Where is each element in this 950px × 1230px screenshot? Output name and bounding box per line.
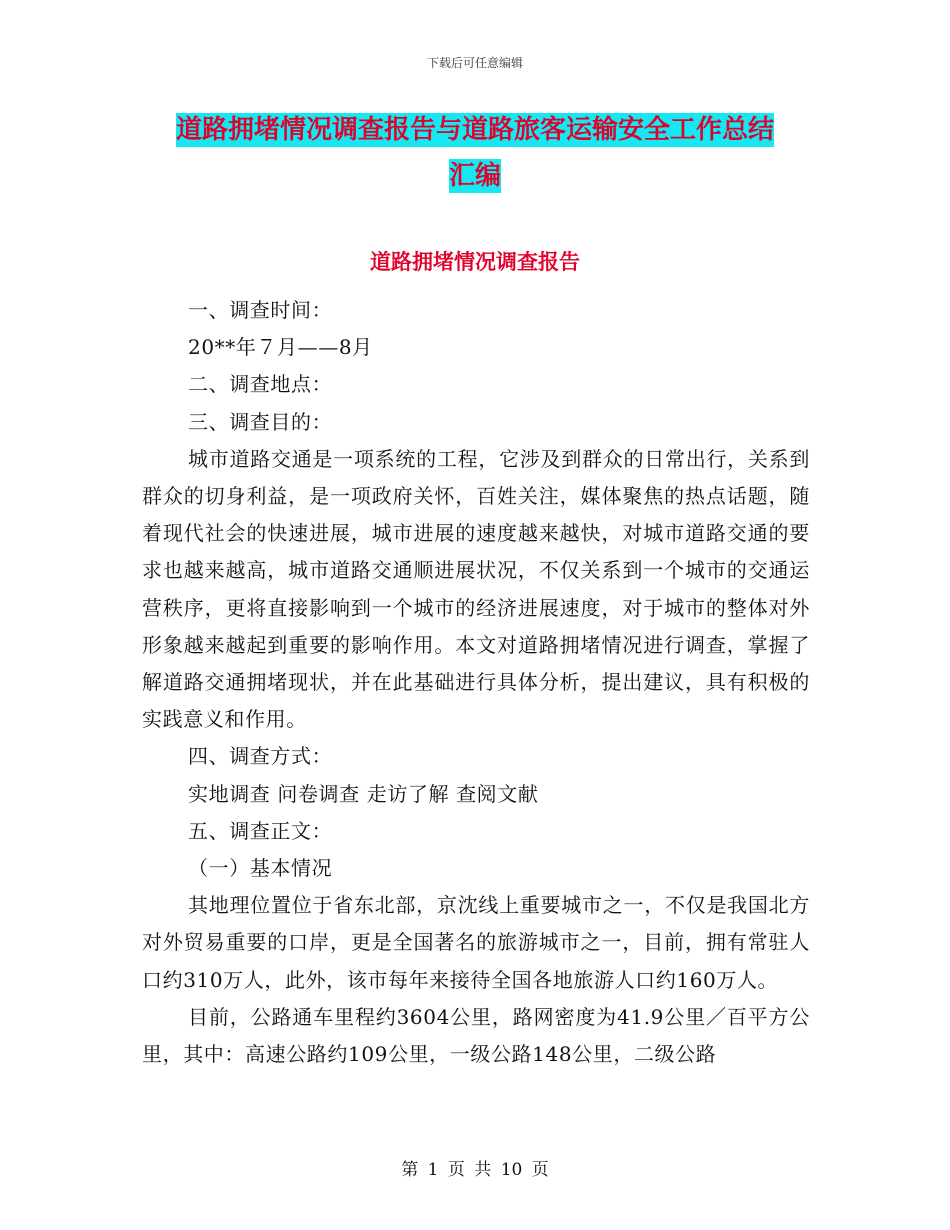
heading-survey-location: 二、调查地点： [188,372,333,397]
paragraph-geography: 其地理位置位于省东北部，京沈线上重要城市之一，不仅是我国北方对外贸易重要的口岸，更是全国著名的旅游城市之一，目前，拥有常驻人口约310万人，此外，该市每年来接待全国各地旅游人口约160万人。 [142,893,810,992]
paragraph-roads: 目前，公路通车里程约3604公里，路网密度为41.9公里／百平方公里，其中：高速公路约109公里，一级公路148公里，二级公路 [142,1004,810,1067]
heading-survey-purpose: 三、调查目的： [188,409,333,434]
page-number-footer: 第 1 页 共 10 页 [401,1160,549,1180]
survey-method-value: 实地调查 问卷调查 走访了解 查阅文献 [188,781,539,806]
survey-time-value: 20**年７月——8月 [188,335,373,360]
document-main-title [140,107,810,199]
main-title-line-1: 道路拥堵情况调查报告与道路旅客运输安全工作总结 [175,115,774,145]
heading-survey-body: 五、调查正文： [188,818,333,843]
document-body [142,292,810,1073]
header-note: 下载后可任意编辑 [426,56,523,70]
heading-survey-time: 一、调查时间： [188,298,333,322]
heading-survey-method: 四、调查方式： [188,744,333,769]
section-title: 道路拥堵情况调查报告 [370,250,580,274]
paragraph-purpose: 城市道路交通是一项系统的工程，它涉及到群众的日常出行，关系到群众的切身利益，是一项政府关怀，百姓关注，媒体聚焦的热点话题，随着现代社会的快速进展，城市进展的速度越来越快，对城市道路交通的要求也越来越高，城市道路交通顺进展状况，不仅关系到一个城市的交通运营秩序，更将直接影响到一个城市的经济进展速度，对于城市的整体对外形象越来越起到重要的影响作用。本文对道路拥堵情况进行调查，掌握了解道路交通拥堵现状，并在此基础进行具体分析，提出建议，具有积极的实践意义和作用。 [142,446,810,732]
main-title-line-2: 汇编 [448,161,501,191]
subheading-basic-info: （一）基本情况 [188,856,333,881]
